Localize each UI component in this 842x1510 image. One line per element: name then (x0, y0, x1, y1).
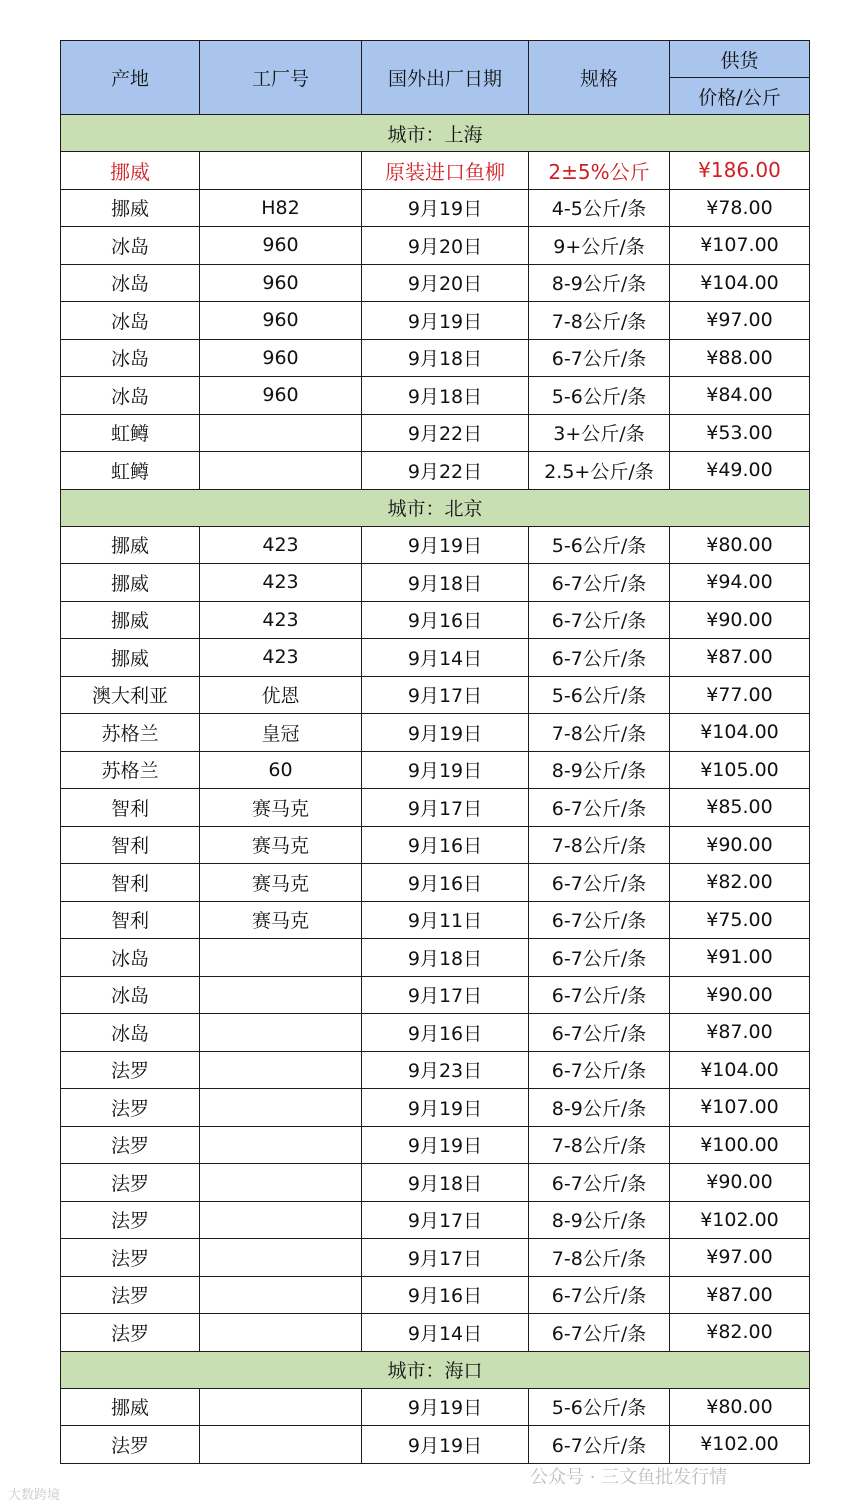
cell-date: 9月17日 (362, 789, 529, 827)
cell-price: ¥102.00 (670, 1426, 810, 1464)
cell-origin: 冰岛 (61, 939, 200, 977)
table-row (61, 1201, 810, 1239)
cell-spec: 8-9公斤/条 (529, 264, 670, 302)
city-section-label: 城市：北京 (61, 489, 810, 526)
cell-factory (200, 1126, 362, 1164)
cell-factory: 赛马克 (200, 901, 362, 939)
cell-date: 9月14日 (362, 1314, 529, 1352)
cell-factory (200, 976, 362, 1014)
cell-spec: 3+公斤/条 (529, 414, 670, 452)
table-row (61, 339, 810, 377)
cell-price: ¥75.00 (670, 901, 810, 939)
cell-spec: 5-6公斤/条 (529, 526, 670, 564)
cell-origin: 法罗 (61, 1051, 200, 1089)
cell-factory (200, 1164, 362, 1202)
cell-origin: 法罗 (61, 1276, 200, 1314)
cell-price: ¥100.00 (670, 1126, 810, 1164)
cell-price: ¥88.00 (670, 339, 810, 377)
watermark-right: 公众号 · 三文鱼批发行情 (530, 1467, 728, 1488)
cell-spec: 6-7公斤/条 (529, 1051, 670, 1089)
cell-origin: 法罗 (61, 1089, 200, 1127)
cell-spec: 8-9公斤/条 (529, 1201, 670, 1239)
cell-spec: 6-7公斤/条 (529, 564, 670, 602)
city-section-row (61, 1351, 810, 1388)
cell-date: 9月16日 (362, 1014, 529, 1052)
cell-factory: 960 (200, 302, 362, 340)
cell-price: ¥104.00 (670, 1051, 810, 1089)
cell-date: 9月19日 (362, 751, 529, 789)
cell-price: ¥53.00 (670, 414, 810, 452)
table-row (61, 1164, 810, 1202)
cell-spec: 2.5+公斤/条 (529, 452, 670, 490)
cell-date: 9月23日 (362, 1051, 529, 1089)
table-row (61, 976, 810, 1014)
cell-date: 9月17日 (362, 676, 529, 714)
cell-origin: 冰岛 (61, 377, 200, 415)
cell-factory: 赛马克 (200, 826, 362, 864)
cell-origin: 冰岛 (61, 227, 200, 265)
cell-factory: 60 (200, 751, 362, 789)
cell-price: ¥186.00 (670, 152, 810, 190)
cell-factory: 960 (200, 264, 362, 302)
cell-price: ¥85.00 (670, 789, 810, 827)
cell-origin: 智利 (61, 789, 200, 827)
cell-date: 9月18日 (362, 377, 529, 415)
cell-origin: 挪威 (61, 639, 200, 677)
cell-origin: 苏格兰 (61, 751, 200, 789)
cell-price: ¥80.00 (670, 526, 810, 564)
table-row (61, 564, 810, 602)
cell-date: 9月19日 (362, 1388, 529, 1426)
cell-origin: 冰岛 (61, 302, 200, 340)
cell-factory (200, 1239, 362, 1277)
cell-spec: 4-5公斤/条 (529, 189, 670, 227)
cell-date: 9月16日 (362, 601, 529, 639)
table-row (61, 789, 810, 827)
cell-price: ¥90.00 (670, 976, 810, 1014)
cell-price: ¥78.00 (670, 189, 810, 227)
cell-price: ¥90.00 (670, 826, 810, 864)
cell-date: 9月19日 (362, 714, 529, 752)
table-row (61, 676, 810, 714)
cell-date: 9月19日 (362, 526, 529, 564)
cell-spec: 7-8公斤/条 (529, 302, 670, 340)
table-row (61, 601, 810, 639)
cell-date: 9月14日 (362, 639, 529, 677)
cell-factory: 皇冠 (200, 714, 362, 752)
table-row (61, 227, 810, 265)
cell-factory: 960 (200, 377, 362, 415)
cell-price: ¥87.00 (670, 1276, 810, 1314)
cell-factory (200, 414, 362, 452)
cell-date: 9月20日 (362, 227, 529, 265)
cell-price: ¥107.00 (670, 1089, 810, 1127)
cell-factory: 960 (200, 339, 362, 377)
cell-origin: 澳大利亚 (61, 676, 200, 714)
cell-date: 9月18日 (362, 564, 529, 602)
header-date: 国外出厂日期 (362, 41, 529, 115)
cell-origin: 挪威 (61, 526, 200, 564)
cell-spec: 6-7公斤/条 (529, 1314, 670, 1352)
cell-date: 9月16日 (362, 1276, 529, 1314)
header-supply: 供货 (670, 41, 810, 78)
cell-date: 9月22日 (362, 452, 529, 490)
cell-spec: 6-7公斤/条 (529, 1276, 670, 1314)
header-spec: 规格 (529, 41, 670, 115)
cell-spec: 7-8公斤/条 (529, 714, 670, 752)
watermark-left: 大数跨境 (8, 1488, 61, 1503)
cell-origin: 虹鳟 (61, 452, 200, 490)
table-row (61, 452, 810, 490)
cell-price: ¥87.00 (670, 1014, 810, 1052)
cell-factory: 赛马克 (200, 864, 362, 902)
cell-spec: 6-7公斤/条 (529, 639, 670, 677)
cell-factory: 423 (200, 564, 362, 602)
cell-origin: 挪威 (61, 564, 200, 602)
cell-price: ¥82.00 (670, 864, 810, 902)
table-row (61, 152, 810, 190)
cell-origin: 挪威 (61, 189, 200, 227)
cell-date: 9月16日 (362, 864, 529, 902)
cell-factory (200, 1089, 362, 1127)
cell-factory (200, 1426, 362, 1464)
cell-date: 9月20日 (362, 264, 529, 302)
cell-origin: 挪威 (61, 601, 200, 639)
table-row (61, 826, 810, 864)
cell-price: ¥49.00 (670, 452, 810, 490)
table-row (61, 1126, 810, 1164)
table-row (61, 864, 810, 902)
cell-factory: 960 (200, 227, 362, 265)
cell-spec: 7-8公斤/条 (529, 826, 670, 864)
cell-spec: 5-6公斤/条 (529, 1388, 670, 1426)
cell-price: ¥90.00 (670, 601, 810, 639)
cell-spec: 6-7公斤/条 (529, 939, 670, 977)
cell-price: ¥97.00 (670, 1239, 810, 1277)
cell-price: ¥107.00 (670, 227, 810, 265)
table-row (61, 1239, 810, 1277)
cell-spec: 8-9公斤/条 (529, 1089, 670, 1127)
table-row (61, 302, 810, 340)
city-section-label: 城市：海口 (61, 1351, 810, 1388)
cell-factory: 423 (200, 526, 362, 564)
cell-spec: 2±5%公斤 (529, 152, 670, 190)
cell-spec: 6-7公斤/条 (529, 339, 670, 377)
cell-origin: 冰岛 (61, 976, 200, 1014)
cell-origin: 法罗 (61, 1164, 200, 1202)
cell-factory: 赛马克 (200, 789, 362, 827)
cell-date: 9月11日 (362, 901, 529, 939)
table-row (61, 1014, 810, 1052)
table-row (61, 414, 810, 452)
cell-date: 9月16日 (362, 826, 529, 864)
cell-spec: 7-8公斤/条 (529, 1126, 670, 1164)
header-origin: 产地 (61, 41, 200, 115)
table-row (61, 264, 810, 302)
cell-spec: 8-9公斤/条 (529, 751, 670, 789)
cell-date: 9月17日 (362, 1239, 529, 1277)
cell-date: 原装进口鱼柳 (362, 152, 529, 190)
cell-origin: 法罗 (61, 1201, 200, 1239)
cell-date: 9月18日 (362, 339, 529, 377)
city-section-row (61, 489, 810, 526)
cell-spec: 7-8公斤/条 (529, 1239, 670, 1277)
city-section-row (61, 115, 810, 152)
cell-spec: 6-7公斤/条 (529, 601, 670, 639)
cell-price: ¥80.00 (670, 1388, 810, 1426)
cell-origin: 挪威 (61, 1388, 200, 1426)
cell-factory (200, 939, 362, 977)
cell-factory (200, 1051, 362, 1089)
cell-origin: 虹鳟 (61, 414, 200, 452)
cell-origin: 冰岛 (61, 1014, 200, 1052)
city-section-label: 城市：上海 (61, 115, 810, 152)
cell-origin: 智利 (61, 826, 200, 864)
cell-date: 9月18日 (362, 1164, 529, 1202)
cell-origin: 法罗 (61, 1314, 200, 1352)
cell-price: ¥90.00 (670, 1164, 810, 1202)
table-row (61, 714, 810, 752)
cell-price: ¥77.00 (670, 676, 810, 714)
cell-date: 9月19日 (362, 1126, 529, 1164)
cell-price: ¥102.00 (670, 1201, 810, 1239)
salmon-price-table (60, 40, 810, 1464)
cell-factory (200, 1201, 362, 1239)
cell-factory (200, 452, 362, 490)
cell-origin: 冰岛 (61, 264, 200, 302)
table-row (61, 1426, 810, 1464)
cell-date: 9月19日 (362, 189, 529, 227)
cell-price: ¥104.00 (670, 714, 810, 752)
cell-price: ¥91.00 (670, 939, 810, 977)
cell-spec: 6-7公斤/条 (529, 1426, 670, 1464)
cell-spec: 6-7公斤/条 (529, 789, 670, 827)
cell-origin: 法罗 (61, 1126, 200, 1164)
cell-factory (200, 1314, 362, 1352)
cell-origin: 法罗 (61, 1426, 200, 1464)
cell-price: ¥104.00 (670, 264, 810, 302)
cell-factory (200, 152, 362, 190)
cell-date: 9月22日 (362, 414, 529, 452)
cell-origin: 挪威 (61, 152, 200, 190)
cell-price: ¥87.00 (670, 639, 810, 677)
cell-spec: 9+公斤/条 (529, 227, 670, 265)
table-row (61, 189, 810, 227)
cell-factory (200, 1276, 362, 1314)
cell-price: ¥94.00 (670, 564, 810, 602)
cell-origin: 冰岛 (61, 339, 200, 377)
table-row (61, 526, 810, 564)
cell-origin: 苏格兰 (61, 714, 200, 752)
cell-date: 9月19日 (362, 1426, 529, 1464)
cell-spec: 6-7公斤/条 (529, 1014, 670, 1052)
cell-factory: 423 (200, 601, 362, 639)
table-row (61, 1388, 810, 1426)
cell-spec: 5-6公斤/条 (529, 377, 670, 415)
cell-origin: 法罗 (61, 1239, 200, 1277)
table-row (61, 1089, 810, 1127)
table-row (61, 377, 810, 415)
cell-date: 9月19日 (362, 302, 529, 340)
cell-spec: 5-6公斤/条 (529, 676, 670, 714)
table-row (61, 751, 810, 789)
cell-factory: 423 (200, 639, 362, 677)
cell-date: 9月19日 (362, 1089, 529, 1127)
table-row (61, 1276, 810, 1314)
cell-date: 9月17日 (362, 1201, 529, 1239)
cell-price: ¥82.00 (670, 1314, 810, 1352)
cell-spec: 6-7公斤/条 (529, 1164, 670, 1202)
cell-price: ¥97.00 (670, 302, 810, 340)
cell-factory: H82 (200, 189, 362, 227)
cell-factory (200, 1014, 362, 1052)
cell-price: ¥84.00 (670, 377, 810, 415)
cell-origin: 智利 (61, 901, 200, 939)
table-row (61, 639, 810, 677)
header-factory: 工厂号 (200, 41, 362, 115)
cell-date: 9月17日 (362, 976, 529, 1014)
cell-price: ¥105.00 (670, 751, 810, 789)
cell-factory: 优恩 (200, 676, 362, 714)
cell-spec: 6-7公斤/条 (529, 901, 670, 939)
cell-origin: 智利 (61, 864, 200, 902)
cell-factory (200, 1388, 362, 1426)
cell-date: 9月18日 (362, 939, 529, 977)
header-price: 价格/公斤 (670, 78, 810, 115)
table-row (61, 1314, 810, 1352)
cell-spec: 6-7公斤/条 (529, 864, 670, 902)
table-row (61, 901, 810, 939)
cell-spec: 6-7公斤/条 (529, 976, 670, 1014)
table-row (61, 1051, 810, 1089)
table-row (61, 939, 810, 977)
